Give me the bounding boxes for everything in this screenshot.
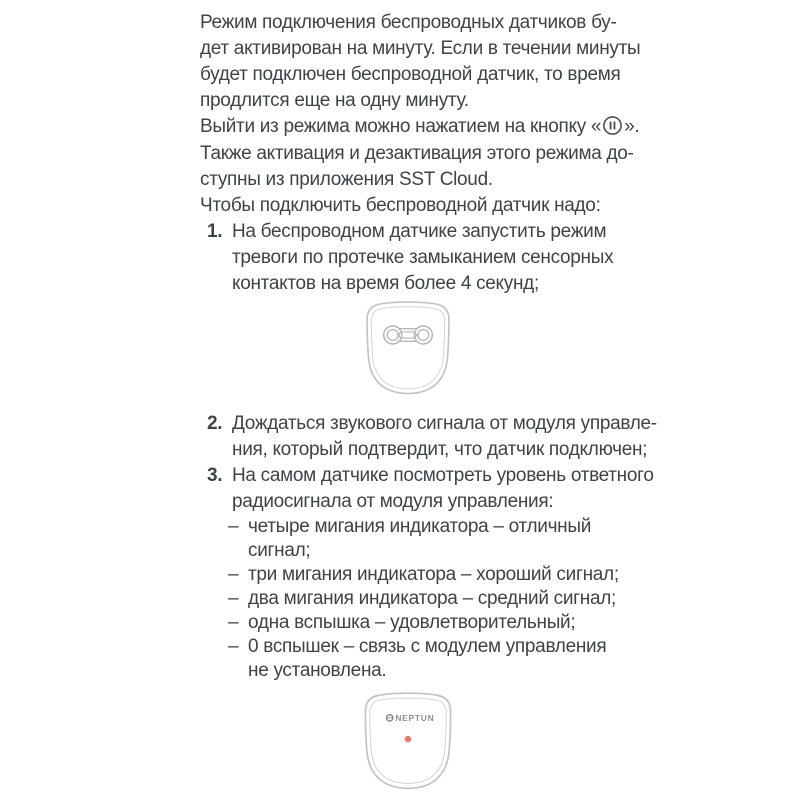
step-text: [232, 411, 657, 463]
sensor-front-illustration: [200, 690, 636, 793]
text-line: На самом датчике посмотреть уровень ответного: [232, 465, 654, 486]
text-line: Режим подключения беспроводных датчиков бу-: [200, 12, 617, 33]
dash-marker: –: [228, 588, 239, 609]
dash-marker: –: [228, 612, 239, 633]
text-line: одна вспышка – удовлетворительный;: [248, 612, 576, 633]
step-item-2: [207, 411, 657, 463]
step-number: 3.: [207, 465, 223, 486]
text-line: 0 вспышек – связь с модулем управления: [248, 636, 607, 657]
neptun-logo-text: NEPTUN: [395, 712, 435, 723]
exit-line-suffix: ».: [624, 116, 640, 137]
app-paragraph: [200, 141, 636, 193]
led-indicator: [405, 736, 412, 743]
dash-marker: –: [228, 636, 239, 657]
step-item-1: [207, 219, 636, 297]
step-number: 2.: [207, 413, 223, 434]
list-item: [228, 635, 636, 683]
step-number: 1.: [207, 221, 223, 242]
text-line: дет активирован на минуту. Если в течении минуты: [200, 38, 641, 59]
list-item: [228, 611, 636, 635]
list-item: [228, 515, 636, 563]
step-text: [232, 463, 654, 515]
signal-level-list: [200, 515, 636, 683]
text-line: четыре мигания индикатора – отличный: [248, 516, 592, 537]
device-outer-outline: [367, 302, 449, 393]
text-line: ния, который подтвердит, что датчик подключен;: [232, 439, 648, 460]
text-line: радиосигнала от модуля управления:: [232, 491, 554, 512]
text-line: На беспроводном датчике запустить режим: [232, 221, 607, 242]
text-line: тревоги по протечке замыканием сенсорных: [232, 247, 614, 268]
list-item: [228, 587, 636, 611]
list-item-text: [248, 515, 591, 563]
list-item-text: [248, 587, 616, 611]
sensor-front-drawing: [361, 690, 455, 793]
pause-icon: [602, 115, 623, 136]
intro-paragraph: [200, 10, 641, 114]
text-line: Дождаться звукового сигнала от модуля управле-: [232, 413, 657, 434]
exit-mode-line: [200, 114, 640, 141]
sensor-contacts-jumper: [384, 326, 433, 344]
dash-marker: –: [228, 564, 239, 585]
list-item: [228, 563, 636, 587]
text-line: три мигания индикатора – хороший сигнал;: [248, 564, 619, 585]
sensor-bottom-drawing: [363, 299, 453, 398]
document-body: [200, 10, 657, 793]
device-inner-outline: [371, 307, 444, 389]
neptun-logo: [387, 713, 435, 723]
text-line: будет подключен беспроводной датчик, то время: [200, 64, 621, 85]
text-line: контактов на время более 4 секунд;: [232, 273, 539, 294]
text-line: сигнал;: [248, 540, 311, 561]
sensor-contacts-illustration: [200, 299, 636, 398]
exit-line-prefix: Выйти из режима можно нажатием на кнопку «: [200, 116, 602, 137]
text-line: два мигания индикатора – средний сигнал;: [248, 588, 617, 609]
text-line: не установлена.: [248, 660, 387, 681]
text-line: ступны из приложения SST Cloud.: [200, 169, 493, 190]
dash-marker: –: [228, 516, 239, 537]
list-item-text: [248, 611, 575, 635]
step-item-3: [207, 463, 654, 515]
text-line: Также активация и дезактивация этого режима до-: [200, 143, 634, 164]
list-item-text: [248, 635, 606, 683]
step-text: [232, 219, 613, 297]
connect-heading: Чтобы подключить беспроводной датчик надо:: [200, 195, 601, 216]
list-item-text: [248, 563, 619, 587]
text-line: продлится еще на одну минуту.: [200, 90, 469, 111]
